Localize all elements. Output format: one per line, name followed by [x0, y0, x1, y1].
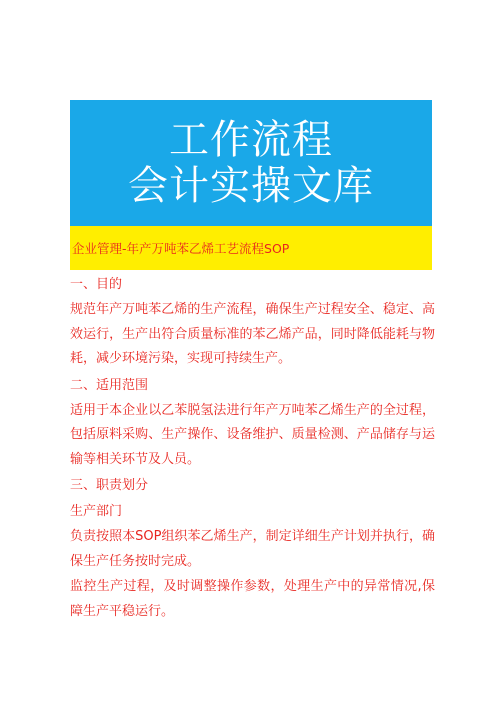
banner-title-line-1: 工作流程	[169, 117, 333, 163]
subheading-production-dept: 生产部门	[70, 504, 123, 519]
document-body	[70, 272, 435, 625]
duty-paragraph-1: 负责按照本SOP组织苯乙烯生产，制定详细生产计划并执行，确保生产任务按时完成。	[70, 529, 435, 569]
scope-paragraph: 适用于本企业以乙苯脱氢法进行年产万吨苯乙烯生产的全过程，包括原料采购、生产操作、设备维护、质量检测、产品储存与运输等相关环节及人员。	[70, 402, 435, 467]
section-heading-scope: 二、适用范围	[70, 377, 149, 393]
purpose-paragraph: 规范年产万吨苯乙烯的生产流程，确保生产过程安全、稳定、高效运行，生产出符合质量标准的苯乙烯产品，同时降低能耗与物耗，减少环境污染，实现可持续生产。	[70, 302, 435, 366]
section-heading-duties: 三、职责划分	[70, 478, 149, 493]
section-heading-purpose: 一、目的	[70, 277, 123, 292]
duty-paragraph-2: 监控生产过程，及时调整操作参数，处理生产中的异常情况,保障生产平稳运行。	[70, 579, 435, 619]
title-banner	[70, 100, 432, 226]
subtitle-bar	[70, 226, 432, 270]
banner-title-line-2: 会计实操文库	[128, 163, 374, 209]
document-subtitle: 企业管理-年产万吨苯乙烯工艺流程SOP	[72, 241, 290, 256]
